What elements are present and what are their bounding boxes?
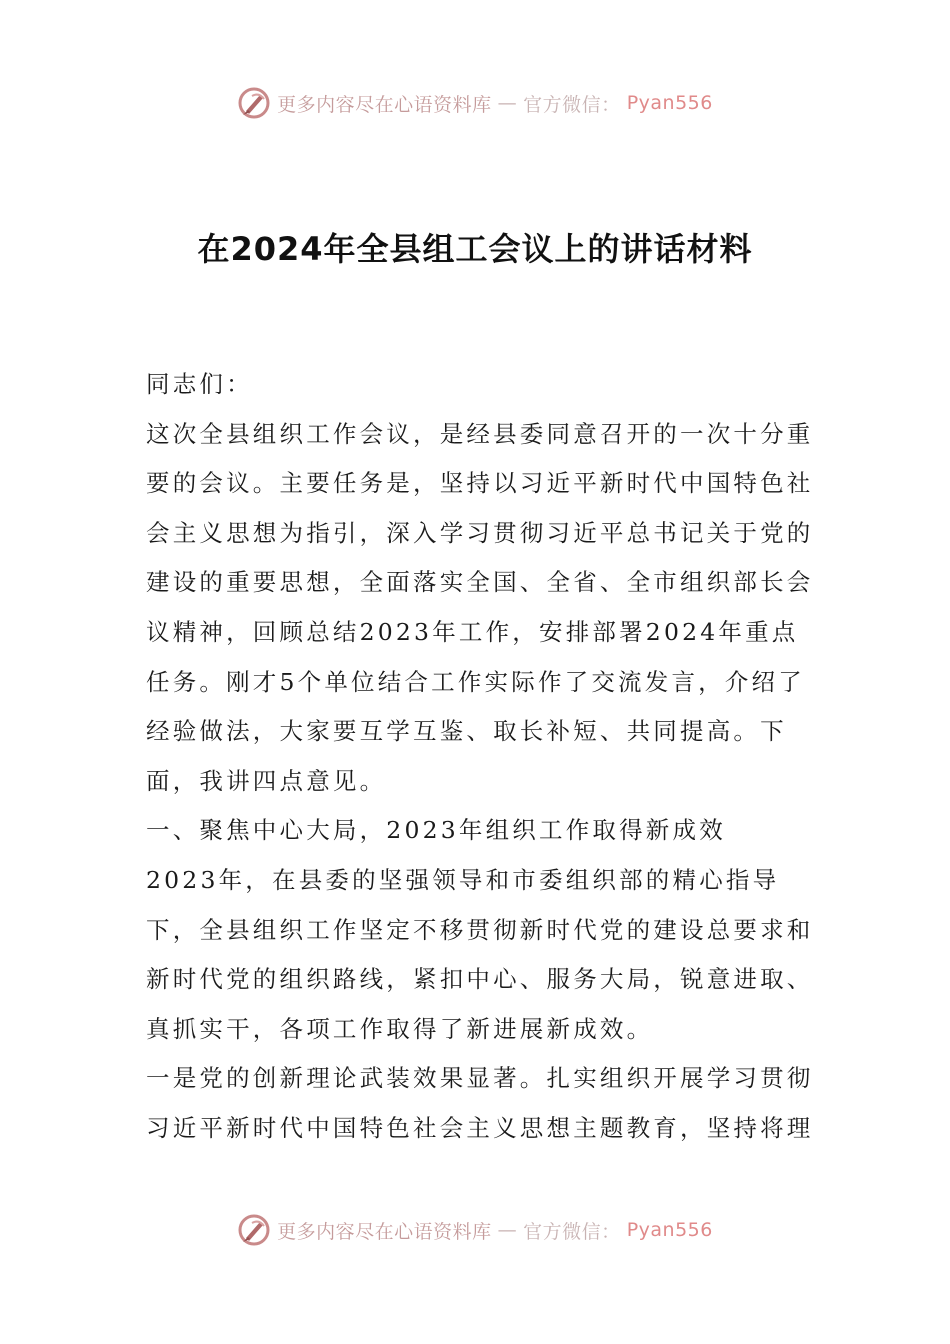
- watermark-handle: Pyan556: [626, 1219, 713, 1241]
- document-title: 在2024年全县组工会议上的讲话材料: [197, 230, 753, 268]
- watermark-brand: 更多内容尽在心语资料库: [277, 1220, 492, 1243]
- document-body: [146, 360, 818, 1154]
- watermark-separator: —: [497, 1219, 518, 1241]
- salutation: 同志们：: [146, 370, 253, 398]
- watermark-brand: 更多内容尽在心语资料库: [277, 93, 492, 116]
- header-watermark: [0, 86, 950, 120]
- watermark-label: 官方微信：: [523, 1220, 621, 1243]
- watermark-separator: —: [497, 92, 518, 114]
- paragraph: 这次全县组织工作会议，是经县委同意召开的一次十分重要的会议。主要任务是，坚持以习近平新时代中国特色社会主义思想为指引，深入学习贯彻习近平总书记关于党的建设的重要思想，全面落实全国、全省、全市组织部长会议精神，回顾总结2023年工作，安排部署2024年重点任务。刚才5个单位结合工作实际作了交流发言，介绍了经验做法，大家要互学互鉴、取长补短、共同提高。下面，我讲四点意见。: [146, 419, 814, 795]
- watermark-label: 官方微信：: [523, 93, 621, 116]
- watermark-handle: Pyan556: [626, 92, 713, 114]
- fountain-pen-logo-icon: [237, 86, 271, 120]
- paragraph: 一是党的创新理论武装效果显著。扎实组织开展学习贯彻习近平新时代中国特色社会主义思想主题教育，坚持将理: [146, 1064, 814, 1142]
- fountain-pen-logo-icon: [237, 1213, 271, 1247]
- section-heading: 一、聚焦中心大局，2023年组织工作取得新成效: [146, 816, 726, 845]
- paragraph: 2023年，在县委的坚强领导和市委组织部的精心指导下，全县组织工作坚定不移贯彻新时代党的建设总要求和新时代党的组织路线，紧扣中心、服务大局，锐意进取、真抓实干，各项工作取得了新进展新成效。: [146, 865, 814, 1043]
- footer-watermark: [0, 1213, 950, 1247]
